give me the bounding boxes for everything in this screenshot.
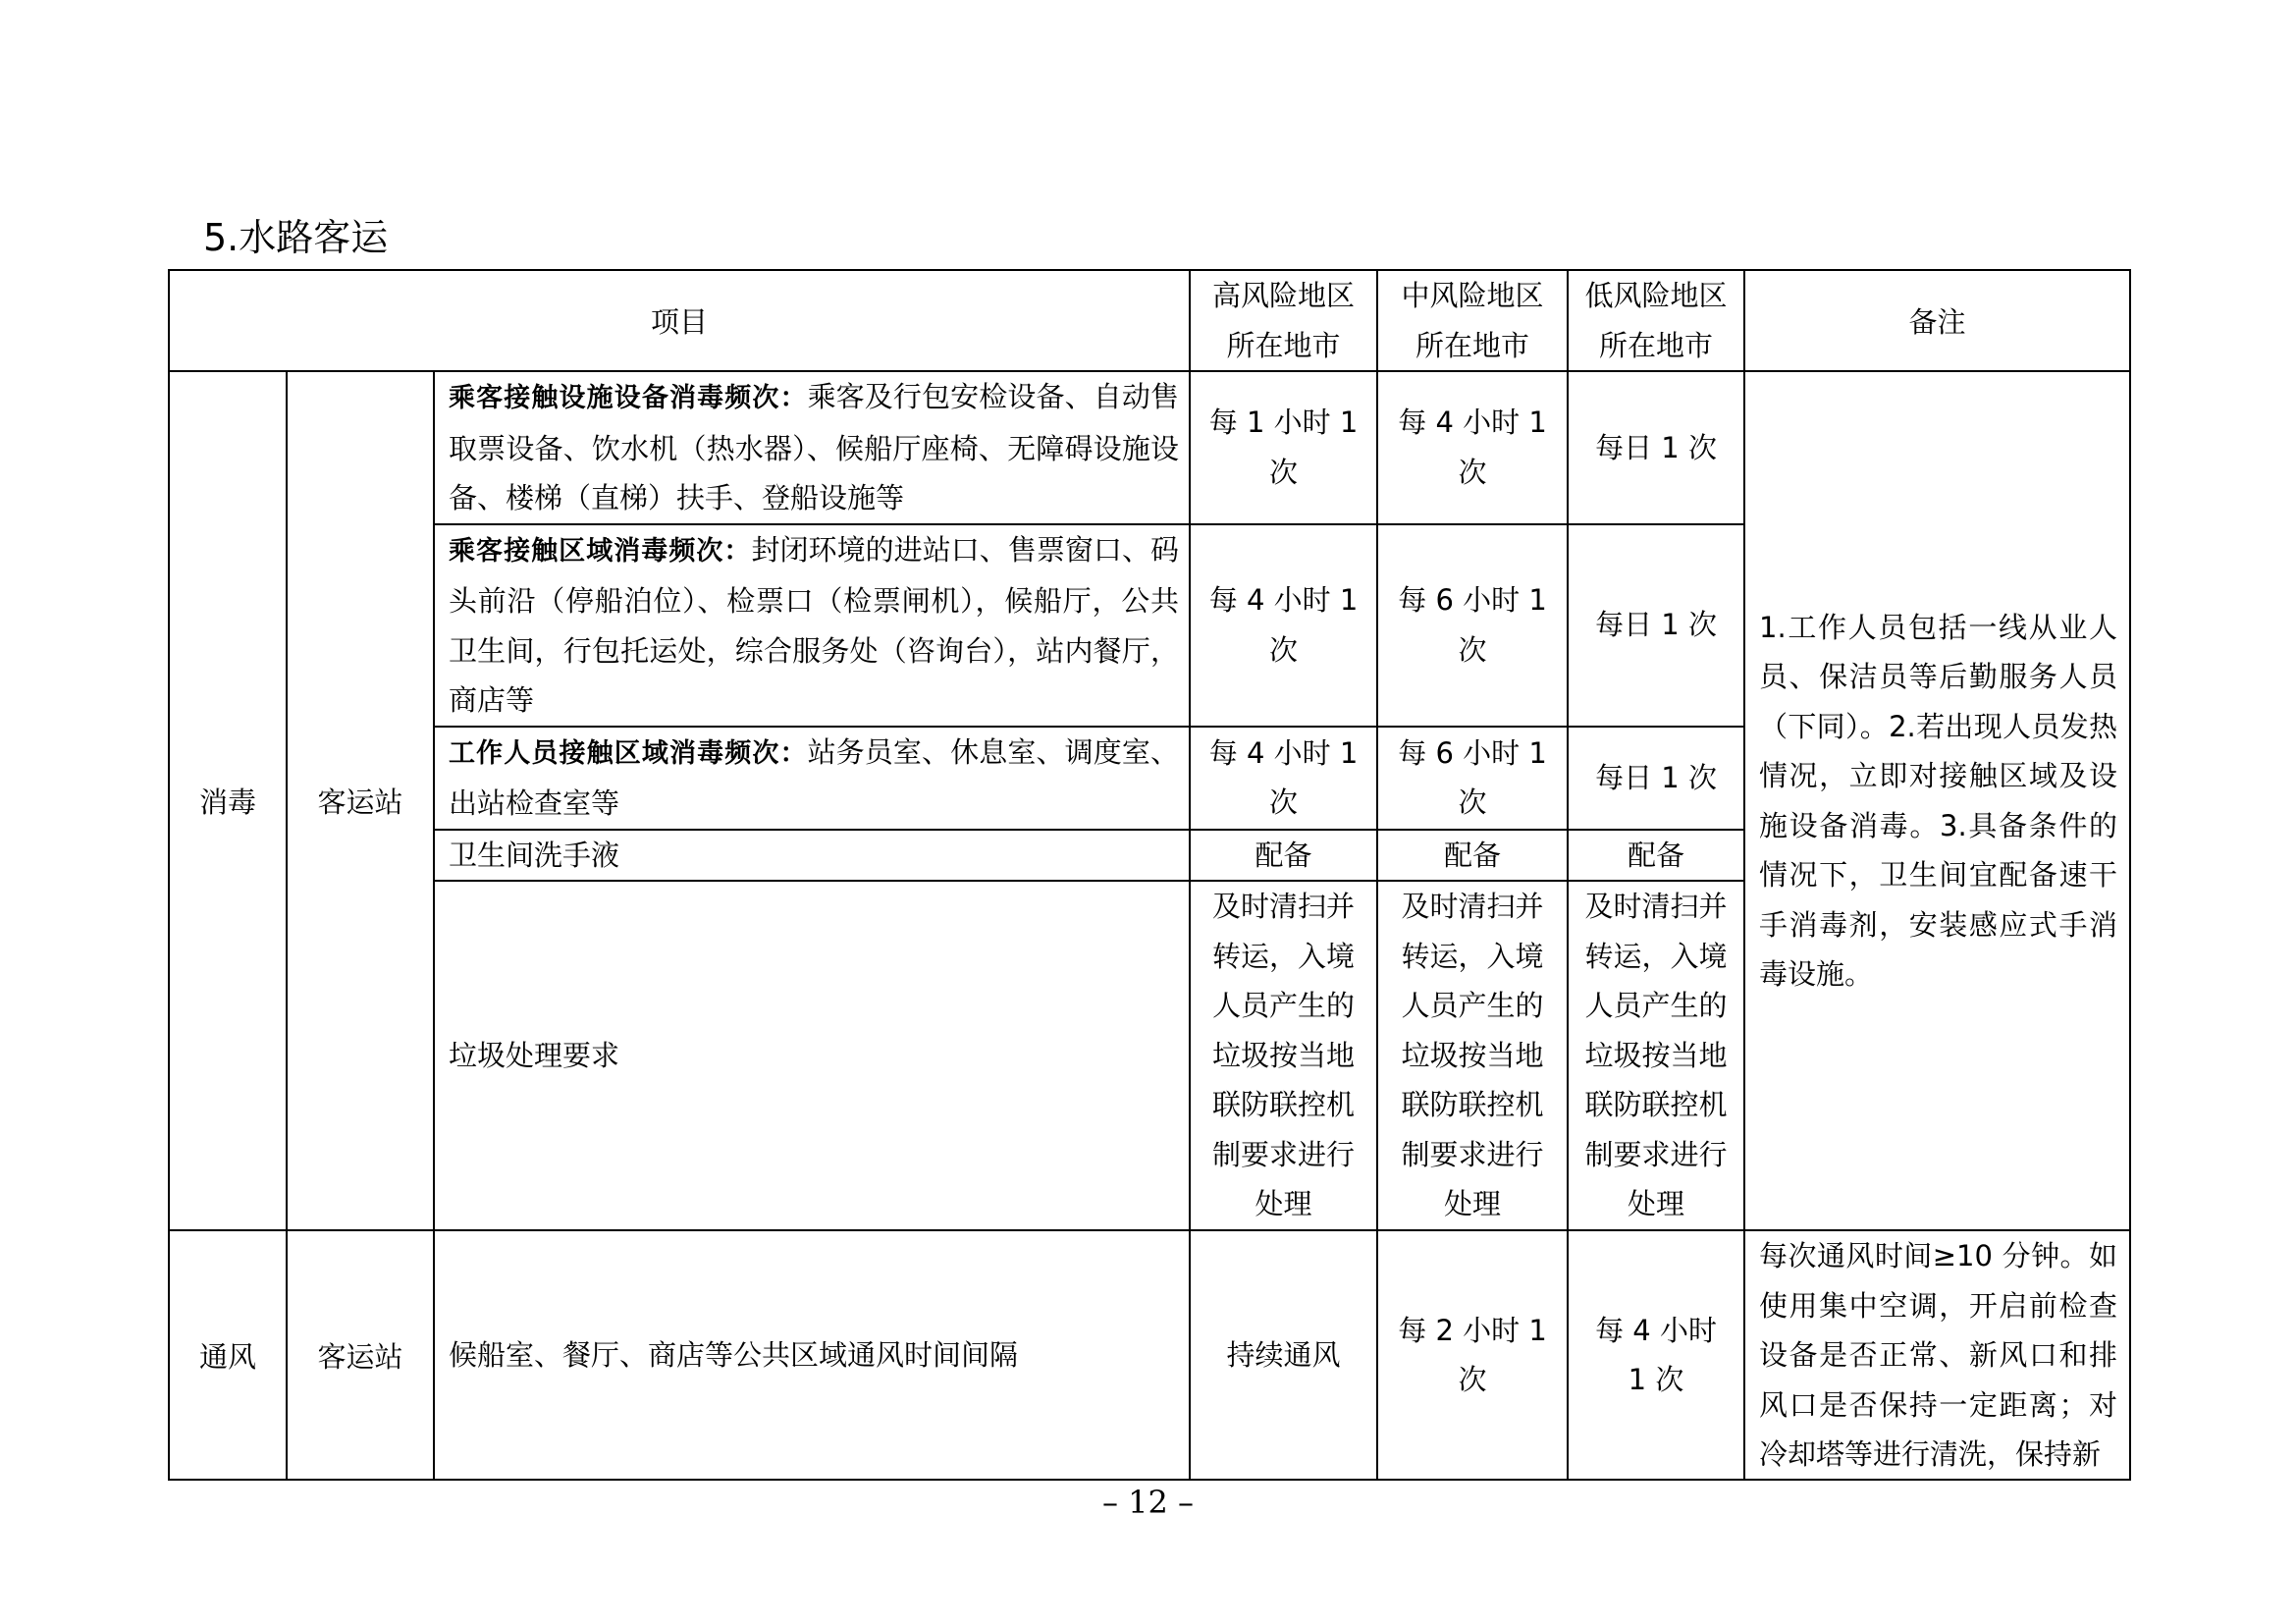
low-risk-value: 每 4 小时 1 次 [1568, 1230, 1744, 1480]
low-risk-value: 及时清扫并转运，入境人员产生的垃圾按当地联防联控机制要求进行处理 [1568, 881, 1744, 1230]
item-text: 站务员室、休息室、调度室、出站检查室等 [449, 734, 1180, 820]
mid-risk-value: 每 6 小时 1 次 [1377, 727, 1568, 830]
high-risk-value: 每 1 小时 1 次 [1190, 371, 1377, 524]
low-risk-value: 配备 [1568, 830, 1744, 882]
remark-ventilation: 每次通风时间≥10 分钟。如使用集中空调，开启前检查设备是否正常、新风口和排风口是否保持一定距离；对冷却塔等进行清洗，保持新 [1759, 1239, 2118, 1471]
item-cell [434, 881, 1190, 1230]
page-number: – 12 – [1101, 1484, 1195, 1521]
header-remark: 备注 [1744, 270, 2130, 371]
site-ventilation: 客运站 [287, 1230, 434, 1480]
mid-risk-value: 每 6 小时 1 次 [1377, 524, 1568, 727]
mid-risk-value: 每 2 小时 1 次 [1377, 1230, 1568, 1480]
measures-table [168, 269, 2131, 1481]
low-risk-value: 每日 1 次 [1568, 524, 1744, 727]
header-high-risk: 高风险地区所在地市 [1190, 270, 1377, 371]
item-cell [434, 1230, 1190, 1480]
item-cell [434, 727, 1190, 830]
item-text: 候船室、餐厅、商店等公共区域通风时间间隔 [449, 1337, 1019, 1372]
high-risk-value: 每 4 小时 1 次 [1190, 524, 1377, 727]
low-risk-value: 每日 1 次 [1568, 727, 1744, 830]
category-ventilation: 通风 [169, 1230, 287, 1480]
table-row [169, 1230, 2130, 1480]
item-cell [434, 524, 1190, 727]
high-risk-value: 配备 [1190, 830, 1377, 882]
remark-ventilation-cell [1744, 1230, 2130, 1480]
item-text: 垃圾处理要求 [449, 1038, 620, 1072]
item-cell [434, 371, 1190, 524]
item-cell [434, 830, 1190, 882]
high-risk-value: 及时清扫并转运，入境人员产生的垃圾按当地联防联控机制要求进行处理 [1190, 881, 1377, 1230]
mid-risk-value: 每 4 小时 1 次 [1377, 371, 1568, 524]
item-text: 乘客及行包安检设备、自动售取票设备、饮水机（热水器）、候船厅座椅、无障碍设施设备、楼梯（直梯）扶手、登船设施等 [449, 380, 1180, 514]
item-label: 乘客接触区域消毒频次： [449, 535, 752, 567]
item-label: 乘客接触设施设备消毒频次： [449, 383, 808, 413]
remark-disinfect: 1.工作人员包括一线从业人员、保洁员等后勤服务人员（下同）。2.若出现人员发热情况，立即对接触区域及设施设备消毒。3.具备条件的情况下，卫生间宜配备速干手消毒剂，安装感应式手消毒设施。 [1744, 371, 2130, 1230]
category-disinfect: 消毒 [169, 371, 287, 1230]
high-risk-value: 持续通风 [1190, 1230, 1377, 1480]
header-mid-risk: 中风险地区所在地市 [1377, 270, 1568, 371]
high-risk-value: 每 4 小时 1 次 [1190, 727, 1377, 830]
section-title: 5.水路客运 [203, 216, 389, 259]
item-text: 封闭环境的进站口、售票窗口、码头前沿（停船泊位）、检票口（检票闸机），候船厅，公共卫生间，行包托运处，综合服务处（咨询台），站内餐厅，商店等 [449, 532, 1180, 717]
low-risk-value: 每日 1 次 [1568, 371, 1744, 524]
item-label: 工作人员接触区域消毒频次： [449, 737, 808, 769]
header-row [169, 270, 2130, 371]
header-low-risk: 低风险地区所在地市 [1568, 270, 1744, 371]
item-text: 卫生间洗手液 [449, 838, 620, 872]
site-disinfect: 客运站 [287, 371, 434, 1230]
mid-risk-value: 配备 [1377, 830, 1568, 882]
table-row [169, 371, 2130, 524]
mid-risk-value: 及时清扫并转运，入境人员产生的垃圾按当地联防联控机制要求进行处理 [1377, 881, 1568, 1230]
header-item: 项目 [169, 270, 1190, 371]
